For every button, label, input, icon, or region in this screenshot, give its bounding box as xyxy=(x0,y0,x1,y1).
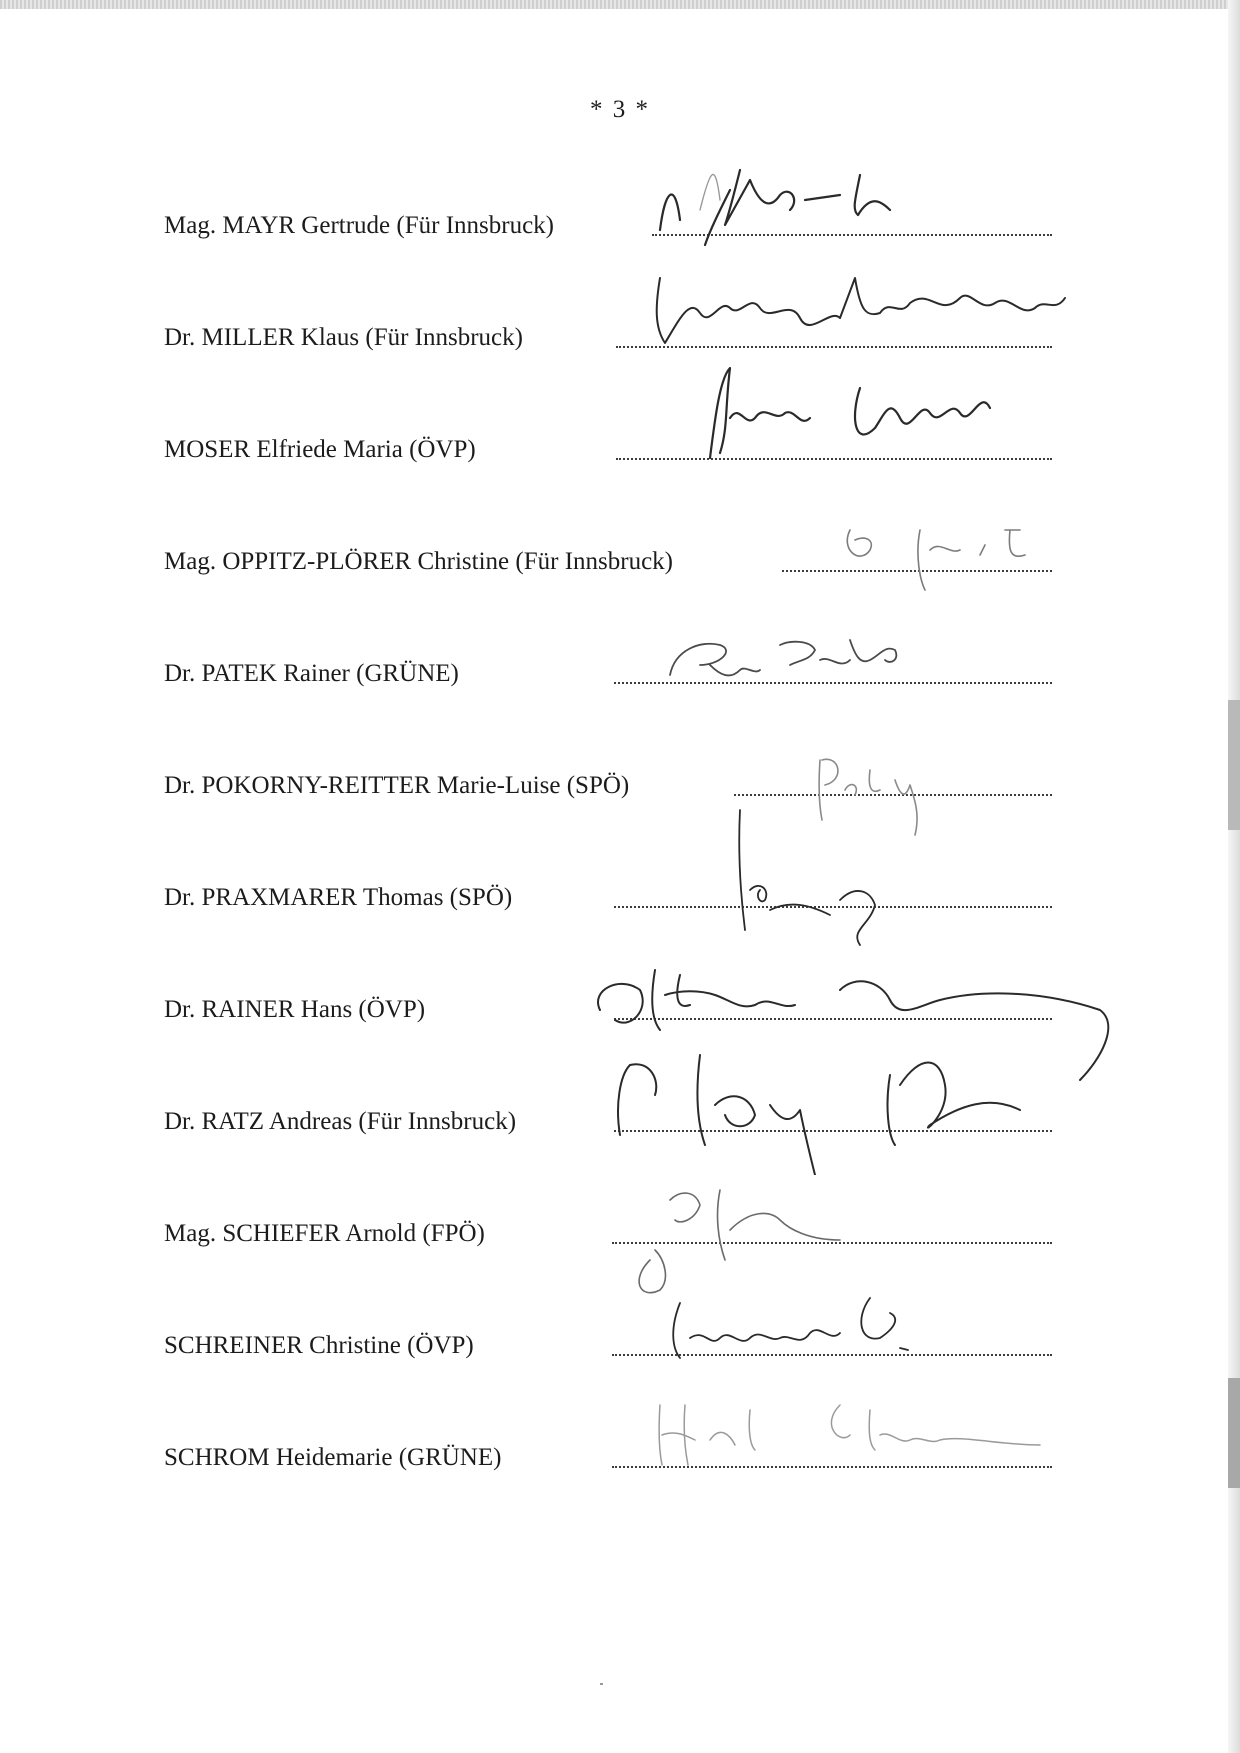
signature-row xyxy=(164,412,1054,472)
signature-row xyxy=(164,1196,1054,1256)
page-number: * 3 * xyxy=(590,96,650,123)
scan-edge-band xyxy=(1228,700,1240,830)
scan-speck xyxy=(600,1683,603,1685)
signature-line xyxy=(612,1466,1052,1468)
signature-row xyxy=(164,748,1054,808)
scan-edge-band xyxy=(1228,1378,1240,1488)
signature-row xyxy=(164,1308,1054,1368)
member-name: MOSER Elfriede Maria (ÖVP) xyxy=(164,436,476,463)
signature-row xyxy=(164,972,1054,1032)
signature-row xyxy=(164,524,1054,584)
signature-row xyxy=(164,300,1054,360)
member-name: Dr. RAINER Hans (ÖVP) xyxy=(164,996,426,1023)
scan-edge-top xyxy=(0,0,1240,9)
signature-line xyxy=(614,1018,1052,1020)
signature-line xyxy=(734,794,1052,796)
signature-line xyxy=(616,346,1052,348)
member-name: Mag. SCHIEFER Arnold (FPÖ) xyxy=(164,1220,485,1247)
member-name: SCHREINER Christine (ÖVP) xyxy=(164,1332,474,1359)
member-name: Dr. PRAXMARER Thomas (SPÖ) xyxy=(164,884,513,911)
signature-line xyxy=(612,1242,1052,1244)
signature-row xyxy=(164,1420,1054,1480)
signature-line xyxy=(612,1354,1052,1356)
member-name: Dr. MILLER Klaus (Für Innsbruck) xyxy=(164,324,523,351)
signature-row xyxy=(164,636,1054,696)
signature-row xyxy=(164,188,1054,248)
signature-line xyxy=(614,906,1052,908)
member-name: SCHROM Heidemarie (GRÜNE) xyxy=(164,1444,502,1471)
signature-line xyxy=(616,458,1052,460)
signature-line xyxy=(782,570,1052,572)
member-name: Dr. RATZ Andreas (Für Innsbruck) xyxy=(164,1108,517,1135)
signature-line xyxy=(614,1130,1052,1132)
member-name: Mag. OPPITZ-PLÖRER Christine (Für Innsbruck) xyxy=(164,548,673,575)
scan-edge-right xyxy=(1228,0,1240,1753)
signature-line xyxy=(652,234,1052,236)
signature-line xyxy=(614,682,1052,684)
signature-row xyxy=(164,1084,1054,1144)
member-name: Mag. MAYR Gertrude (Für Innsbruck) xyxy=(164,212,554,239)
member-name: Dr. POKORNY-REITTER Marie-Luise (SPÖ) xyxy=(164,772,630,799)
member-name: Dr. PATEK Rainer (GRÜNE) xyxy=(164,660,459,687)
signature-row xyxy=(164,860,1054,920)
